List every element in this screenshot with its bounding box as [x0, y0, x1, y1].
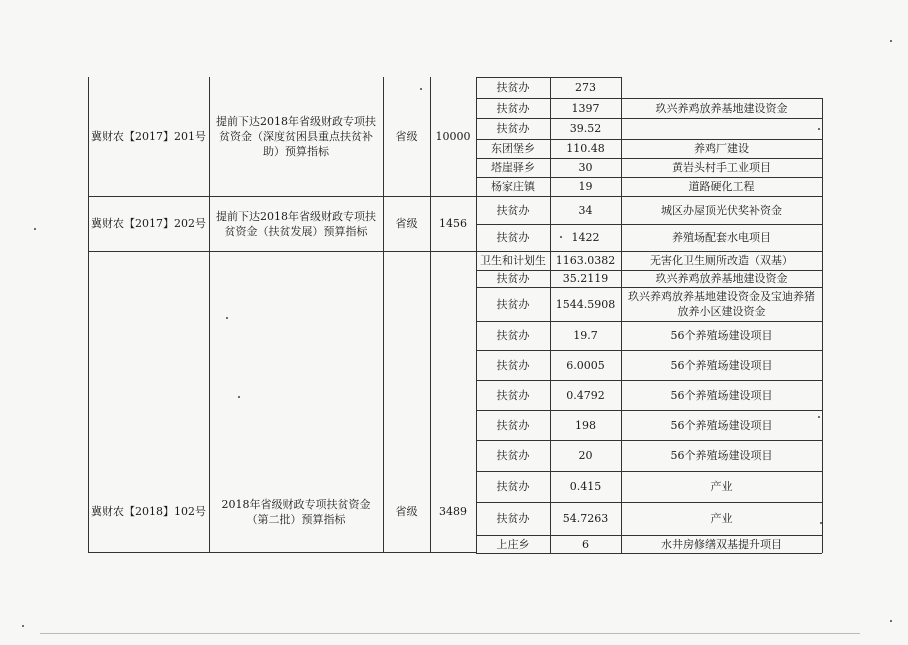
scan-speck — [560, 236, 562, 238]
department-cell: 杨家庄镇 — [491, 180, 535, 193]
row-amount-cell: 1544.5908 — [555, 297, 616, 311]
project-cell — [621, 77, 822, 98]
department-cell: 扶贫办 — [496, 418, 530, 432]
project-cell: 道路硬化工程 — [688, 180, 755, 193]
department-cell: 塔崖驿乡 — [491, 161, 535, 174]
doc-number-cell: 冀财农【2017】202号 — [91, 217, 206, 230]
row-amount-cell: 1163.0382 — [555, 254, 616, 267]
row-amount-cell: 273 — [575, 81, 596, 94]
scan-speck — [420, 88, 422, 90]
level-cell: 省级 — [395, 217, 418, 230]
row-amount-cell: 1422 — [571, 231, 600, 244]
project-cell: 养殖场配套水电项目 — [672, 231, 771, 244]
department-cell: 扶贫办 — [496, 329, 530, 342]
table-rule — [476, 553, 822, 554]
department-cell: 扶贫办 — [496, 480, 530, 493]
row-amount-cell: 39.52 — [569, 122, 602, 135]
department-cell: 上庄乡 — [496, 537, 530, 551]
fund-title-cell: 提前下达2018年省级财政专项扶贫资金（扶贫发展）预算指标 — [216, 209, 376, 238]
row-amount-cell: 35.2119 — [562, 272, 609, 285]
project-cell: 56个养殖场建设项目 — [670, 358, 773, 372]
row-amount-cell: 20 — [578, 449, 593, 462]
doc-number-cell: 冀财农【2018】102号 — [91, 505, 206, 518]
table-rule — [88, 251, 476, 252]
row-amount-cell: 6 — [582, 537, 589, 551]
scan-speck — [238, 396, 240, 398]
department-cell: 扶贫办 — [496, 388, 530, 402]
scan-speck — [34, 228, 36, 230]
project-cell: 水井房修缮双基提升项目 — [661, 537, 782, 551]
department-cell: 扶贫办 — [496, 81, 530, 94]
project-cell: 城区办屋顶光伏奖补资金 — [661, 203, 782, 217]
row-amount-cell: 0.415 — [569, 480, 602, 493]
table-rule — [822, 98, 823, 553]
row-amount-cell: 0.4792 — [566, 388, 605, 402]
project-cell: 56个养殖场建设项目 — [670, 449, 773, 462]
department-cell: 扶贫办 — [496, 122, 530, 135]
level-cell: 省级 — [395, 130, 418, 143]
department-cell: 卫生和计划生 — [480, 254, 546, 267]
row-amount-cell: 54.7263 — [562, 512, 609, 525]
row-amount-cell: 110.48 — [566, 142, 605, 155]
project-cell: 玖兴养鸡放养基地建设资金及宝迪养猪放养小区建设资金 — [628, 290, 815, 318]
department-cell: 扶贫办 — [496, 203, 530, 217]
project-cell: 玖兴养鸡放养基地建设资金 — [655, 101, 788, 115]
total-amount-cell: 10000 — [435, 130, 471, 143]
fund-title-cell: 提前下达2018年省级财政专项扶贫资金（深度贫困县重点扶贫补助）预算指标 — [216, 115, 376, 158]
department-cell: 扶贫办 — [496, 231, 530, 244]
project-cell: 黄岩头村手工业项目 — [672, 161, 771, 174]
scan-edge-line — [40, 633, 860, 634]
scan-speck — [890, 40, 892, 42]
doc-number-cell: 冀财农【2017】201号 — [91, 130, 206, 143]
scan-speck — [818, 128, 820, 130]
project-cell: 产业 — [710, 480, 733, 493]
department-cell: 扶贫办 — [496, 272, 530, 285]
row-amount-cell: 19.7 — [573, 329, 598, 342]
department-cell: 东团堡乡 — [491, 142, 535, 155]
scan-speck — [890, 620, 892, 622]
project-cell: 玖兴养鸡放养基地建设资金 — [655, 272, 788, 285]
department-cell: 扶贫办 — [496, 297, 530, 311]
project-cell: 养鸡厂建设 — [694, 142, 749, 155]
project-cell: 56个养殖场建设项目 — [670, 388, 773, 402]
level-cell: 省级 — [395, 505, 418, 518]
row-amount-cell: 198 — [575, 418, 596, 432]
project-cell: 产业 — [710, 512, 733, 525]
scan-speck — [22, 625, 24, 627]
scan-speck — [818, 416, 820, 418]
scan-speck — [820, 522, 822, 524]
project-cell: 56个养殖场建设项目 — [670, 329, 773, 342]
department-cell: 扶贫办 — [496, 358, 530, 372]
fund-title-cell: 2018年省级财政专项扶贫资金（第二批）预算指标 — [221, 497, 371, 526]
project-cell — [621, 118, 822, 139]
row-amount-cell: 6.0005 — [566, 358, 605, 372]
department-cell: 扶贫办 — [496, 449, 530, 462]
row-amount-cell: 1397 — [571, 101, 600, 115]
row-amount-cell: 19 — [578, 180, 593, 193]
total-amount-cell: 3489 — [439, 505, 467, 518]
row-amount-cell: 30 — [578, 161, 593, 174]
scan-speck — [226, 317, 228, 319]
department-cell: 扶贫办 — [496, 101, 530, 115]
total-amount-cell: 1456 — [439, 217, 467, 230]
project-cell: 56个养殖场建设项目 — [670, 418, 773, 432]
project-cell: 无害化卫生厕所改造（双基） — [650, 254, 793, 267]
row-amount-cell: 34 — [578, 203, 593, 217]
department-cell: 扶贫办 — [496, 512, 530, 525]
